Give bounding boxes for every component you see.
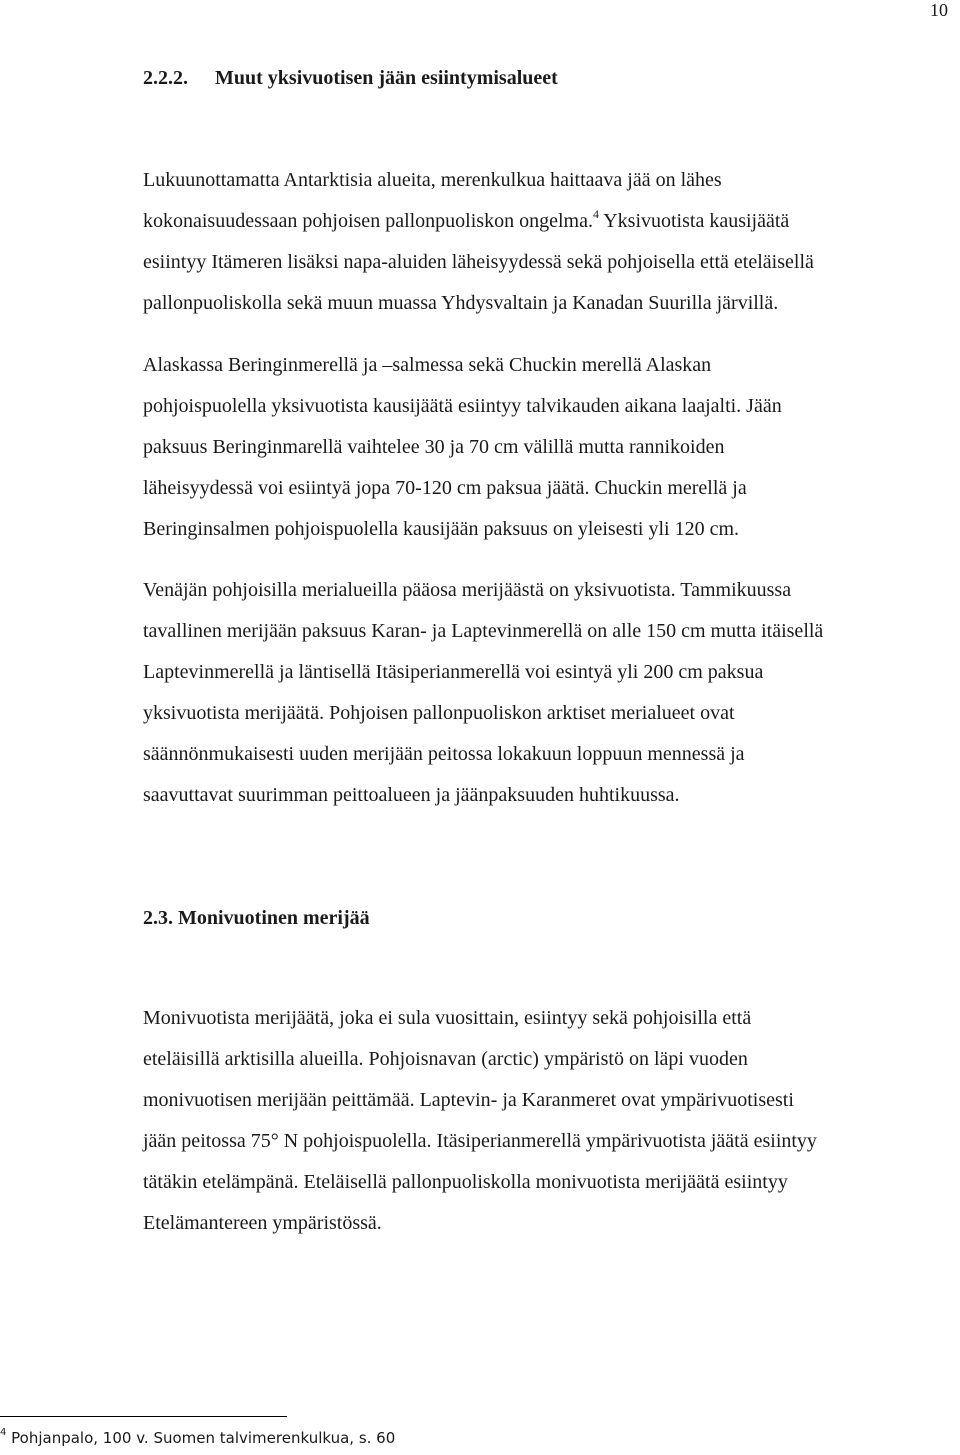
section-heading-2-2-2: [143, 66, 558, 90]
text-line: Venäjän pohjoisilla merialueilla pääosa merijäästä on yksivuotista. Tammikuussa: [143, 579, 792, 601]
paragraph-russian-seas: [143, 570, 955, 816]
section-heading-2-3: [143, 906, 370, 930]
text-line: Laptevinmerellä ja läntisellä Itäsiperianmerellä voi esintyä yli 200 cm paksua: [143, 661, 764, 683]
text-line: tavallinen merijään paksuus Karan- ja Laptevinmerellä on alle 150 cm mutta itäisellä: [143, 620, 824, 642]
text-line: [143, 201, 955, 242]
text-line: Beringinsalmen pohjoispuolella kausijään paksuus on yleisesti yli 120 cm.: [143, 518, 740, 540]
text-segment: kokonaisuudessaan pohjoisen pallonpuoliskon ongelma.: [143, 210, 593, 232]
text-line: pohjoispuolella yksivuotista kausijäätä esiintyy talvikauden aikana laajalti. Jään: [143, 395, 782, 417]
footnote-text: Pohjanpalo, 100 v. Suomen talvimerenkulkua, s. 60: [6, 1429, 396, 1447]
text-line: jään peitossa 75° N pohjoispuolella. Itäsiperianmerellä ympärivuotista jäätä esiintyy: [143, 1130, 817, 1152]
footnote: [0, 1428, 395, 1448]
text-line: yksivuotista merijäätä. Pohjoisen pallonpuoliskon arktiset merialueet ovat: [143, 702, 735, 724]
footnote-marker: 4: [0, 1427, 7, 1438]
footnote-separator: [0, 1416, 287, 1417]
text-line: paksuus Beringinmarellä vaihtelee 30 ja 70 cm välillä mutta rannikoiden: [143, 436, 725, 458]
text-line: monivuotisen merijään peittämää. Laptevin- ja Karanmeret ovat ympärivuotisesti: [143, 1089, 794, 1111]
paragraph-seasonal-ice-regions: [143, 160, 955, 324]
text-segment: Yksivuotista kausijäätä: [598, 210, 790, 232]
text-line: esiintyy Itämeren lisäksi napa-aluiden läheisyydessä sekä pohjoisella että eteläisellä: [143, 251, 814, 273]
text-line: Lukuunottamatta Antarktisia alueita, merenkulkua haittaava jää on lähes: [143, 169, 722, 191]
text-line: pallonpuoliskolla sekä muun muassa Yhdysvaltain ja Kanadan Suurilla järvillä.: [143, 292, 779, 314]
section-title: Muut yksivuotisen jään esiintymisalueet: [215, 67, 558, 89]
section-number: 2.2.2.: [143, 67, 188, 89]
section-number: 2.3.: [143, 907, 173, 929]
text-line: läheisyydessä voi esiintyä jopa 70-120 cm paksua jäätä. Chuckin merellä ja: [143, 477, 747, 499]
text-line: saavuttavat suurimman peittoalueen ja jäänpaksuuden huhtikuussa.: [143, 784, 680, 806]
paragraph-multiyear-ice: [143, 998, 955, 1244]
text-line: Monivuotista merijäätä, joka ei sula vuosittain, esiintyy sekä pohjoisilla että: [143, 1007, 752, 1029]
section-title: Monivuotinen merijää: [178, 907, 370, 929]
page-number: 10: [930, 0, 948, 20]
footnote-reference[interactable]: 4: [592, 207, 599, 221]
text-line: Etelämantereen ympäristössä.: [143, 1212, 382, 1234]
text-line: säännönmukaisesti uuden merijään peitossa lokakuun loppuun mennessä ja: [143, 743, 745, 765]
paragraph-alaska-bering: [143, 345, 955, 550]
text-line: tätäkin etelämpänä. Eteläisellä pallonpuoliskolla monivuotista merijäätä esiintyy: [143, 1171, 788, 1193]
text-line: eteläisillä arktisilla alueilla. Pohjoisnavan (arctic) ympäristö on läpi vuoden: [143, 1048, 748, 1070]
text-line: Alaskassa Beringinmerellä ja –salmessa sekä Chuckin merellä Alaskan: [143, 354, 712, 376]
